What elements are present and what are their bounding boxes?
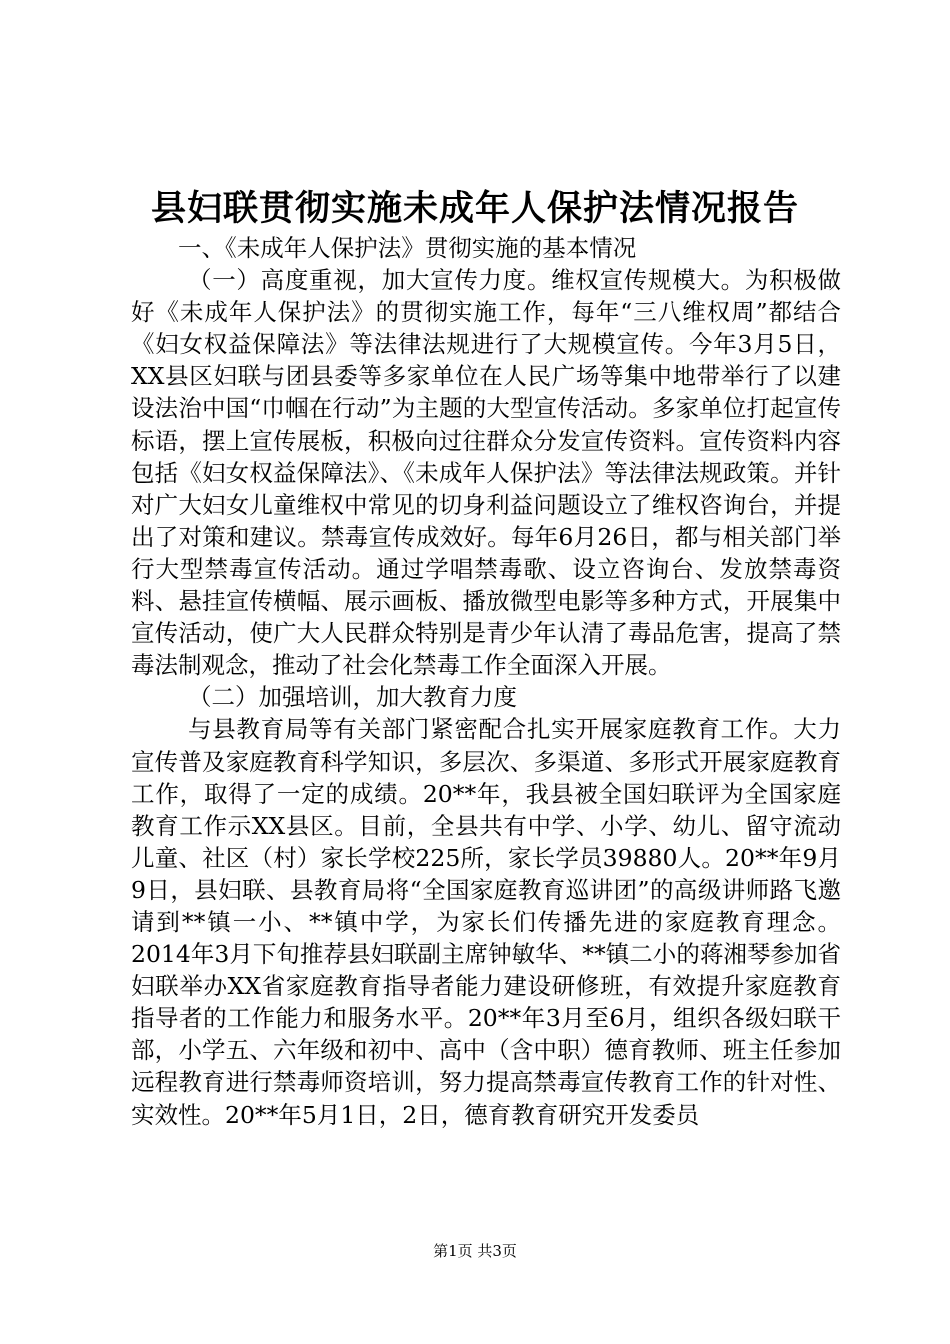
paragraph-publicity: （一）高度重视，加大宣传力度。维权宣传规模大。为积极做好《未成年人保护法》的贯彻实施工作，每年“三八维权周”都结合《妇女权益保障法》等法律法规进行了大规模宣传。今年3月5日，XX县区妇联与团县委等多家单位在人民广场等集中地带举行了以建设法治中国“巾帼在行动”为主题的大型宣传活动。多家单位打起宣传标语，摆上宣传展板，积极向过往群众分发宣传资料。宣传资料内容包括《妇女权益保障法》、《未成年人保护法》等法律法规政策。并针对广大妇女儿童维权中常见的切身利益问题设立了维权咨询台，并提出了对策和建议。禁毒宣传成效好。每年6月26日，都与相关部门举行大型禁毒宣传活动。通过学唱禁毒歌、设立咨询台、发放禁毒资料、悬挂宣传横幅、展示画板、播放微型电影等多种方式，开展集中宣传活动，使广大人民群众特别是青少年认清了毒品危害，提高了禁毒法制观念，推动了社会化禁毒工作全面深入开展。 xyxy=(131,266,841,680)
subsection-heading-2: （二）加强培训，加大教育力度 xyxy=(188,683,517,712)
section-heading-1: 一、《未成年人保护法》贯彻实施的基本情况 xyxy=(178,234,637,262)
document-title: 县妇联贯彻实施未成年人保护法情况报告 xyxy=(150,188,799,229)
page-number-footer: 第1页 共3页 xyxy=(433,1242,517,1260)
document-body xyxy=(131,232,841,1131)
paragraph-family-education: 与县教育局等有关部门紧密配合扎实开展家庭教育工作。大力宣传普及家庭教育科学知识，多层次、多渠道、多形式开展家庭教育工作，取得了一定的成绩。20**年，我县被全国妇联评为全国家庭教育工作示XX县区。目前，全县共有中学、小学、幼儿、留守流动儿童、社区（村）家长学校225所，家长学员39880人。20**年9月9日，县妇联、县教育局将“全国家庭教育巡讲团”的高级讲师路飞邀请到**镇一小、**镇中学，为家长们传播先进的家庭教育理念。2014年3月下旬推荐县妇联副主席钟敏华、**镇二小的蒋湘琴参加省妇联举办XX省家庭教育指导者能力建设研修班，有效提升家庭教育指导者的工作能力和服务水平。20**年3月至6月，组织各级妇联干部，小学五、六年级和初中、高中（含中职）德育教师、班主任参加远程教育进行禁毒师资培训，努力提高禁毒宣传教育工作的针对性、实效性。20**年5月1日，2日，德育教育研究开发委员 xyxy=(131,715,841,1129)
